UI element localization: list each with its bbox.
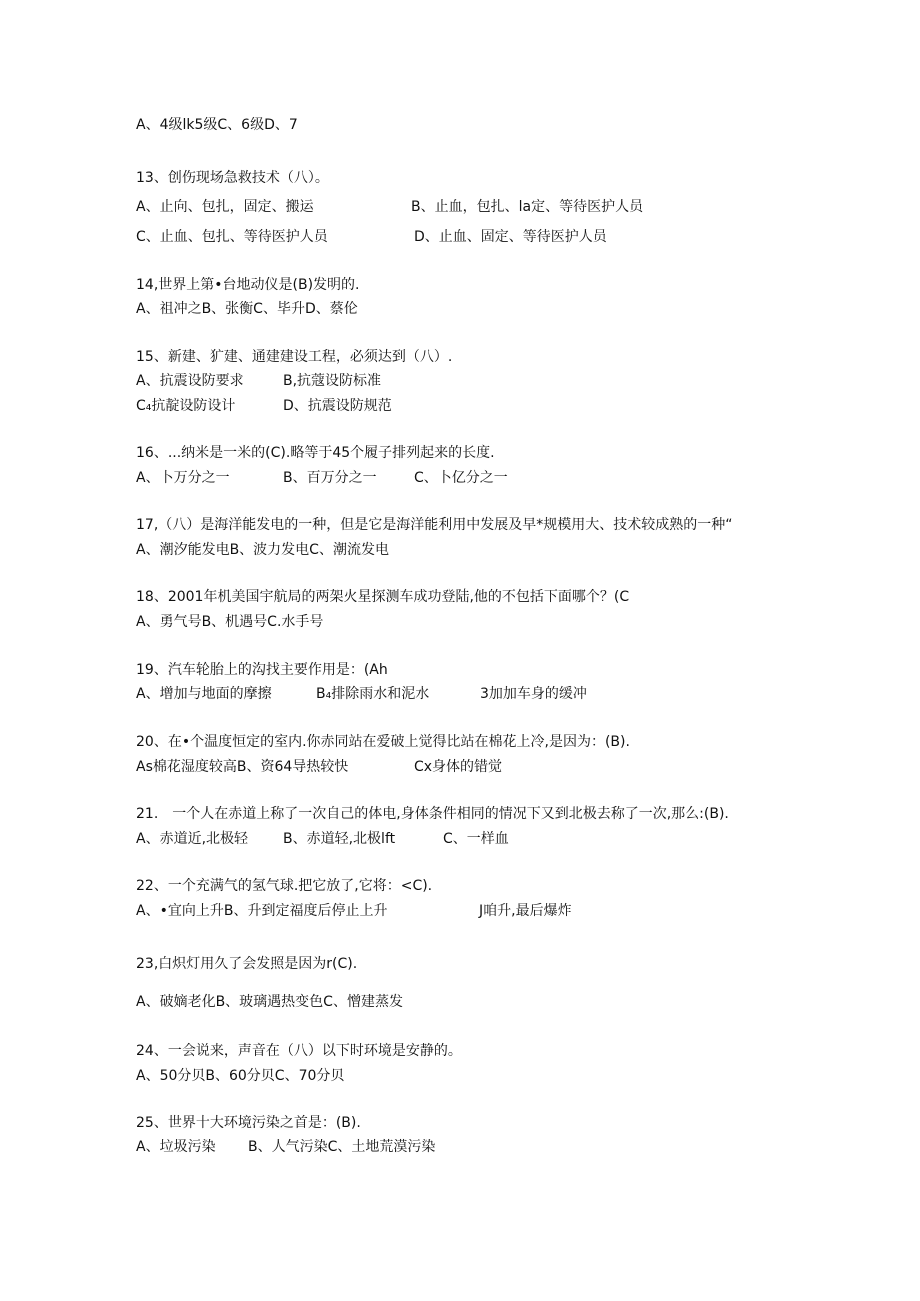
- text-segment: B₄排除雨水和泥水: [316, 686, 430, 702]
- text-segment: A、抗震设防要求: [136, 373, 244, 389]
- text-segment: As棉花湿度较高B、资64导热较快: [136, 759, 349, 775]
- text-segment: D、抗震设防规范: [283, 398, 392, 414]
- text-segment: 15、新建、犷建、通建建设工程，必须达到（八）.: [136, 349, 453, 365]
- text-segment: B,抗蔻设防标准: [283, 373, 382, 389]
- text-segment: B、人气污染C、土地荒漠污染: [248, 1139, 436, 1155]
- text-segment: D、止血、固定、等待医护人员: [414, 229, 607, 245]
- text-segment: A、50分贝B、60分贝C、70分贝: [136, 1068, 345, 1084]
- text-segment: C₄抗靛设防设计: [136, 398, 236, 414]
- text-segment: B、赤道轻,北极lft: [283, 831, 396, 847]
- text-segment: C、卜亿分之一: [414, 470, 508, 486]
- text-segment: A、潮汐能发电B、波力发电C、潮流发电: [136, 542, 389, 558]
- text-segment: A、垃圾污染: [136, 1139, 216, 1155]
- text-segment: 18、2001年机美国宇航局的两架火星探测车成功登陆,他的不包括下面哪个？(C: [136, 589, 630, 605]
- text-segment: 24、一会说来，声音在（八）以下时环境是安静的。: [136, 1043, 462, 1059]
- text-segment: 14,世界上第•台地动仪是(B)发明的.: [136, 277, 360, 293]
- text-segment: A、增加与地面的摩擦: [136, 686, 272, 702]
- text-segment: A、破嫡老化B、玻璃遇热变色C、憎建蒸发: [136, 994, 403, 1010]
- text-segment: A、祖冲之B、张衡C、毕升D、蔡伦: [136, 301, 358, 317]
- text-segment: C、一样血: [443, 831, 509, 847]
- text-segment: 22、一个充满气的氢气球.把它放了,它将：<C).: [136, 878, 433, 894]
- text-segment: 19、汽车轮胎上的沟找主要作用是：(Ah: [136, 662, 388, 678]
- text-segment: J咱升,最后爆炸: [479, 903, 572, 919]
- text-segment: A、卜万分之一: [136, 470, 230, 486]
- text-segment: A、勇气号B、机遇号C.水手号: [136, 614, 324, 630]
- text-segment: C、止血、包扎、等待医护人员: [136, 229, 328, 245]
- text-segment: Cx身体的错觉: [414, 759, 503, 775]
- text-segment: A、4级lk5级C、6级D、7: [136, 117, 298, 133]
- text-segment: 13、创伤现场急救技术（八）。: [136, 170, 329, 186]
- text-segment: 17,（八）是海洋能发电的一种，但是它是海洋能利用中发展及早*规模用大、技术较成熟的一种“: [136, 517, 733, 533]
- text-segment: A、止向、包扎，固定、搬运: [136, 199, 314, 215]
- text-segment: B、百万分之一: [283, 470, 377, 486]
- text-segment: 3加加车身的缓冲: [480, 686, 587, 702]
- text-segment: 16、...纳米是一米的(C).略等于45个履子排列起来的长度.: [136, 445, 495, 461]
- text-segment: 20、在•个温度恒定的室内.你赤同站在爱破上觉得比站在棉花上冷,是因为：(B).: [136, 734, 630, 750]
- text-segment: B、止血，包扎、la定、等待医护人员: [411, 199, 644, 215]
- text-segment: A、•宜向上升B、升到定福度后停止上升: [136, 903, 388, 919]
- text-segment: 25、世界十大环境污染之首是：(B).: [136, 1115, 361, 1131]
- text-segment: 23,白炽灯用久了会发照是因为r(C).: [136, 956, 358, 972]
- text-segment: 21. 一个人在赤道上称了一次自己的体电,身体条件相同的情况下又到北极去称了一次,那么:(B).: [136, 806, 729, 822]
- text-segment: A、赤道近,北极轻: [136, 831, 249, 847]
